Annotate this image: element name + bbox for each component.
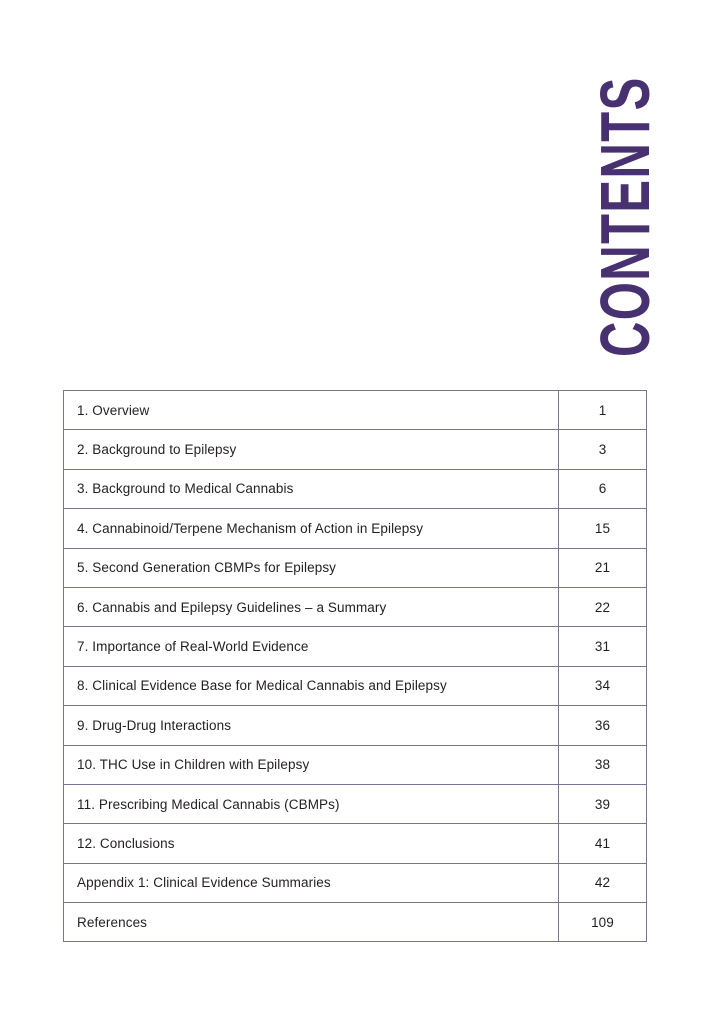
toc-entry-page-number: 42 xyxy=(559,863,647,902)
toc-row xyxy=(64,509,647,548)
toc-entry-page-number: 21 xyxy=(559,548,647,587)
toc-entry-title: 8. Clinical Evidence Base for Medical Cannabis and Epilepsy xyxy=(64,666,559,705)
toc-entry-title: 5. Second Generation CBMPs for Epilepsy xyxy=(64,548,559,587)
toc-row xyxy=(64,706,647,745)
toc-table xyxy=(63,390,647,942)
toc-entry-page-number: 1 xyxy=(559,391,647,430)
toc-row xyxy=(64,430,647,469)
toc-row xyxy=(64,391,647,430)
toc-entry-title: Appendix 1: Clinical Evidence Summaries xyxy=(64,863,559,902)
toc-row xyxy=(64,824,647,863)
toc-row xyxy=(64,784,647,823)
toc-row xyxy=(64,627,647,666)
toc-entry-page-number: 109 xyxy=(559,903,647,942)
toc-entry-title: 6. Cannabis and Epilepsy Guidelines – a Summary xyxy=(64,587,559,626)
toc-entry-title: 7. Importance of Real-World Evidence xyxy=(64,627,559,666)
toc-entry-title: 4. Cannabinoid/Terpene Mechanism of Action in Epilepsy xyxy=(64,509,559,548)
toc-entry-page-number: 36 xyxy=(559,706,647,745)
toc-row xyxy=(64,469,647,508)
toc-row xyxy=(64,666,647,705)
toc-entry-page-number: 31 xyxy=(559,627,647,666)
toc-entry-title: 12. Conclusions xyxy=(64,824,559,863)
toc-row xyxy=(64,903,647,942)
page-title xyxy=(586,68,664,357)
toc-entry-title: 11. Prescribing Medical Cannabis (CBMPs) xyxy=(64,784,559,823)
toc-row xyxy=(64,745,647,784)
toc-entry-page-number: 39 xyxy=(559,784,647,823)
page-title-text: CONTENTS xyxy=(586,76,664,357)
toc-entry-title: 3. Background to Medical Cannabis xyxy=(64,469,559,508)
toc-entry-page-number: 6 xyxy=(559,469,647,508)
toc-entry-page-number: 3 xyxy=(559,430,647,469)
toc-entry-page-number: 22 xyxy=(559,587,647,626)
toc-entry-page-number: 38 xyxy=(559,745,647,784)
toc-entry-title: 9. Drug-Drug Interactions xyxy=(64,706,559,745)
toc-entry-page-number: 34 xyxy=(559,666,647,705)
toc-row xyxy=(64,548,647,587)
toc-row xyxy=(64,863,647,902)
toc-entry-page-number: 41 xyxy=(559,824,647,863)
toc-entry-title: 1. Overview xyxy=(64,391,559,430)
toc-entry-title: 10. THC Use in Children with Epilepsy xyxy=(64,745,559,784)
toc-entry-title: 2. Background to Epilepsy xyxy=(64,430,559,469)
toc-row xyxy=(64,587,647,626)
toc-entry-page-number: 15 xyxy=(559,509,647,548)
toc-entry-title: References xyxy=(64,903,559,942)
